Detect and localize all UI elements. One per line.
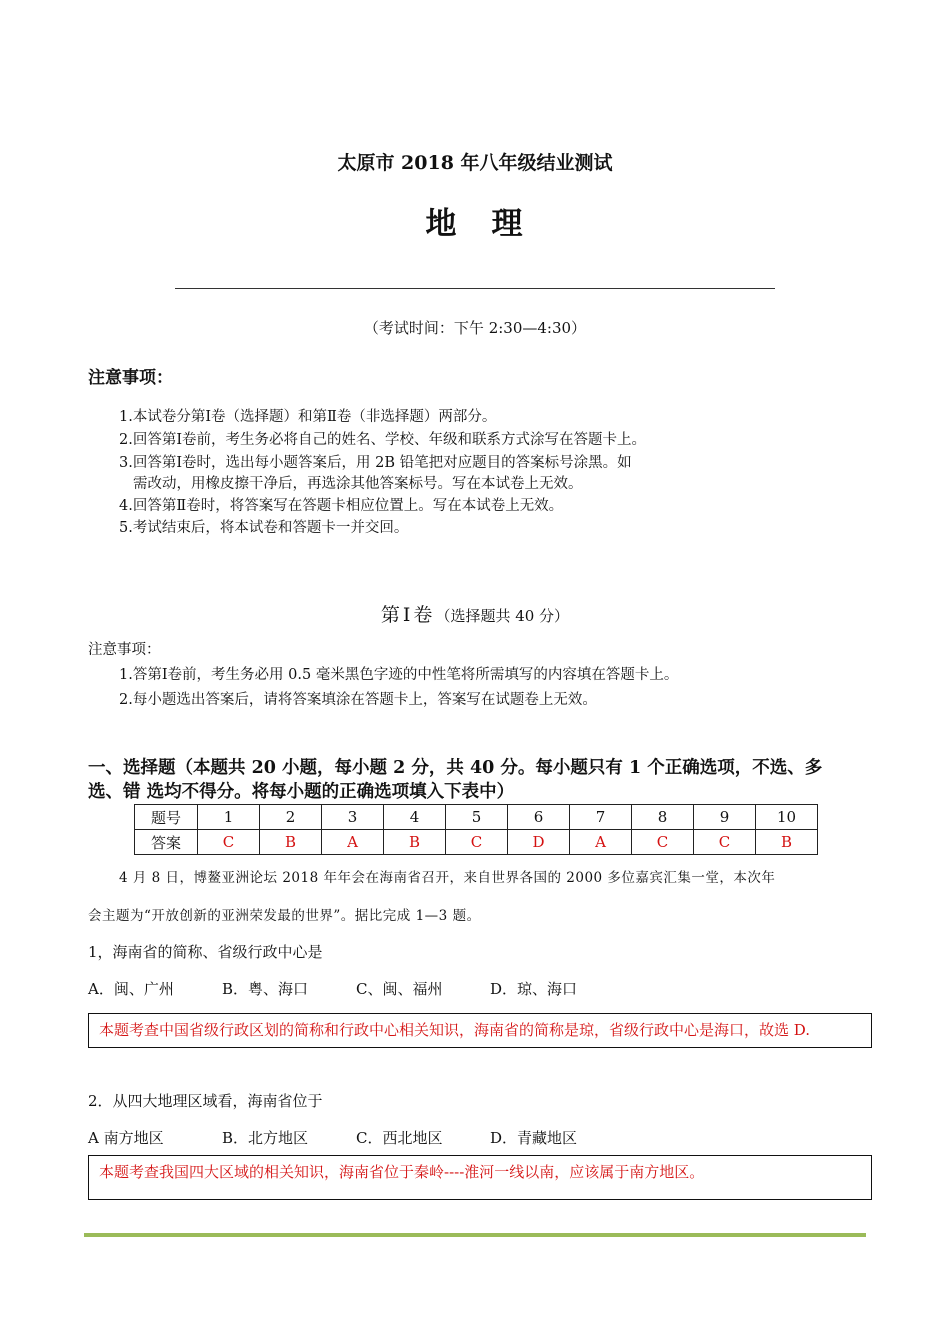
volume-heading [0,600,950,627]
question-number: 8 [632,805,694,830]
option-d: D．琼、海口 [490,980,578,998]
answer-cell: A [570,830,632,855]
volume-note-item: 2.每小题选出答案后，请将答案填涂在答题卡上，答案写在试题卷上无效。 [119,692,597,708]
question-number: 1 [198,805,260,830]
question-stem: 2．从四大地理区域看，海南省位于 [88,1092,323,1110]
question-number: 5 [446,805,508,830]
explanation-box: 本题考查中国省级行政区划的简称和行政中心相关知识，海南省的简称是琼，省级行政中心是海口，故选 D. [88,1013,872,1048]
note-item: 5.考试结束后，将本试卷和答题卡一并交回。 [119,520,409,536]
question-number: 2 [260,805,322,830]
passage-text: 会主题为“开放创新的亚洲荣发最的世界”。据比完成 1—3 题。 [88,908,481,924]
notes-heading: 注意事项： [88,368,173,388]
option-d: D．青藏地区 [490,1129,578,1147]
title-divider [175,288,775,289]
explanation-box: 本题考查我国四大区域的相关知识，海南省位于秦岭----淮河一线以南，应该属于南方地区。 [88,1155,872,1200]
note-item: 3.回答第Ⅰ卷时，选出每小题答案后，用 2B 铅笔把对应题目的答案标号涂黑。如 [119,455,632,471]
exam-title: 太原市 2018 年八年级结业测试 [337,152,613,174]
question-number: 4 [384,805,446,830]
option-a: A．闽、广州 [88,980,174,998]
section-title [88,756,878,804]
note-item: 4.回答第Ⅱ卷时，将答案写在答题卡相应位置上。写在本试卷上无效。 [119,498,564,514]
answer-cell: C [198,830,260,855]
answer-cell: D [508,830,570,855]
volume-notes-heading: 注意事项： [88,642,161,658]
row-header: 答案 [135,830,198,855]
question-number: 7 [570,805,632,830]
answer-cell: B [756,830,818,855]
question-number: 3 [322,805,384,830]
note-item-continued: 需改动，用橡皮擦干净后，再选涂其他答案标号。写在本试卷上无效。 [133,476,583,492]
answer-cell: C [446,830,508,855]
question-options [88,978,577,999]
note-item: 1.本试卷分第Ⅰ卷（选择题）和第Ⅱ卷（非选择题）两部分。 [119,409,497,425]
answer-table [134,804,818,855]
passage-text: 4 月 8 日，博鳌亚洲论坛 2018 年年会在海南省召开，来自世界各国的 2000 多位嘉宾汇集一堂，本次年 [119,870,776,886]
question-number: 10 [756,805,818,830]
row-header: 题号 [135,805,198,830]
option-b: B．北方地区 [222,1129,309,1147]
answer-cell: A [322,830,384,855]
volume-note-item: 1.答第Ⅰ卷前，考生务必用 0.5 毫米黑色字迹的中性笔将所需填写的内容填在答题卡上。 [119,667,679,683]
question-options [88,1127,577,1148]
section-title-line: 一、选择题（本题共 20 小题，每小题 2 分，共 40 分。每小题只有 1 个正确选项，不选、多 [88,758,823,778]
answer-cell: C [632,830,694,855]
answer-cell: B [384,830,446,855]
volume-sub: （选择题共 40 分） [435,607,570,625]
answer-table-answer-row [135,830,818,855]
footer-rule [84,1233,866,1237]
exam-time: （考试时间：下午 2:30—4:30） [363,319,587,337]
option-b: B．粤、海口 [222,980,309,998]
section-title-line: 选、错 选均不得分。将每小题的正确选项填入下表中） [88,782,515,802]
volume-label: 第Ⅰ卷 [380,604,436,626]
question-number: 6 [508,805,570,830]
option-c: C．西北地区 [356,1129,443,1147]
question-stem: 1，海南省的简称、省级行政中心是 [88,943,323,961]
answer-cell: C [694,830,756,855]
option-c: C、闽、福州 [356,980,443,998]
option-a: A 南方地区 [88,1129,164,1147]
answer-cell: B [260,830,322,855]
note-item: 2.回答第Ⅰ卷前，考生务必将自己的姓名、学校、年级和联系方式涂写在答题卡上。 [119,432,647,448]
subject-title: 地 理 [425,206,525,242]
question-number: 9 [694,805,756,830]
answer-table-number-row [135,805,818,830]
